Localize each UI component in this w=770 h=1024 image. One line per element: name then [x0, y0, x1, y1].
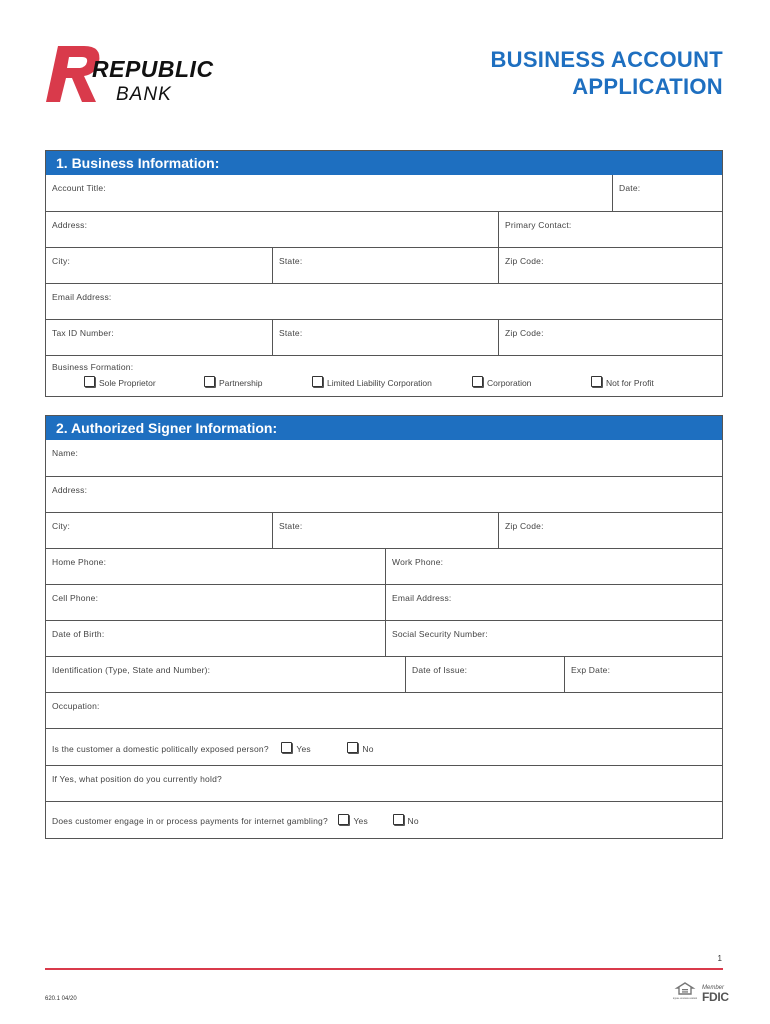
signer-state-field[interactable]: State:	[272, 513, 498, 548]
cell-phone-field[interactable]: Cell Phone:	[52, 593, 99, 603]
primary-contact-field[interactable]: Primary Contact:	[498, 212, 722, 247]
ehl-text: EQUAL HOUSING LENDER	[672, 998, 698, 1000]
date-of-issue-field[interactable]: Date of Issue:	[405, 657, 564, 692]
business-email-field[interactable]: Email Address:	[52, 292, 112, 302]
gambling-question-row	[46, 802, 722, 837]
formation-option-llc[interactable]	[312, 376, 432, 388]
ssn-field[interactable]: Social Security Number:	[385, 621, 722, 656]
tax-id-field[interactable]: Tax ID Number:	[52, 328, 114, 338]
checkbox-icon[interactable]	[312, 376, 323, 387]
pep-yes-option[interactable]	[281, 744, 310, 754]
fdic-member-text: Member	[702, 985, 725, 991]
authorized-signer-section	[45, 415, 723, 839]
business-city-field[interactable]: City:	[52, 256, 70, 266]
gambling-question-label: Does customer engage in or process payments for internet gambling?	[52, 816, 328, 826]
option-label: Corporation	[487, 378, 532, 388]
fdic-text: FDIC	[702, 990, 729, 1004]
option-label: Partnership	[219, 378, 263, 388]
checkbox-icon[interactable]	[204, 376, 215, 387]
business-formation-label: Business Formation:	[52, 362, 134, 372]
signer-email-field[interactable]: Email Address:	[385, 585, 722, 620]
option-label: Yes	[296, 744, 311, 754]
account-title-field[interactable]: Account Title:	[52, 183, 106, 193]
logo-bank-text: BANK	[116, 84, 172, 105]
checkbox-icon[interactable]	[347, 742, 358, 753]
footer-divider	[45, 968, 723, 970]
option-label: Not for Profit	[606, 378, 654, 388]
business-state-field[interactable]: State:	[272, 248, 498, 283]
section-2-header: 2. Authorized Signer Information:	[46, 416, 722, 440]
checkbox-icon[interactable]	[393, 814, 404, 825]
gambling-no-option[interactable]	[393, 816, 419, 826]
exp-date-field[interactable]: Exp Date:	[564, 657, 722, 692]
business-address-field[interactable]: Address:	[52, 220, 88, 230]
business-information-section	[45, 150, 723, 397]
title-line-2: APPLICATION	[572, 74, 723, 99]
option-label: No	[362, 744, 374, 754]
pep-no-option[interactable]	[347, 744, 373, 754]
identification-field[interactable]: Identification (Type, State and Number):	[52, 665, 211, 675]
formation-option-sole-proprietor[interactable]	[84, 376, 156, 388]
form-code: 620.1 04/20	[45, 996, 77, 1002]
checkbox-icon[interactable]	[591, 376, 602, 387]
pep-question-row	[46, 729, 722, 765]
option-label: Yes	[353, 816, 368, 826]
checkbox-icon[interactable]	[338, 814, 349, 825]
checkbox-icon[interactable]	[84, 376, 95, 387]
work-phone-field[interactable]: Work Phone:	[385, 549, 722, 584]
option-label: Sole Proprietor	[99, 378, 156, 388]
member-fdic-logo	[702, 985, 729, 1003]
checkbox-icon[interactable]	[281, 742, 292, 753]
option-label: Limited Liability Corporation	[327, 378, 432, 388]
formation-option-partnership[interactable]	[204, 376, 262, 388]
occupation-field[interactable]: Occupation:	[52, 701, 100, 711]
business-zip-field[interactable]: Zip Code:	[498, 248, 722, 283]
signer-zip-field[interactable]: Zip Code:	[498, 513, 722, 548]
current-position-field[interactable]: If Yes, what position do you currently hold?	[52, 774, 222, 784]
section-1-header: 1. Business Information:	[46, 151, 722, 175]
title-line-1: BUSINESS ACCOUNT	[490, 47, 723, 72]
equal-housing-lender-icon	[672, 982, 698, 1002]
signer-name-field[interactable]: Name:	[52, 448, 79, 458]
pep-question-label: Is the customer a domestic politically exposed person?	[52, 744, 269, 754]
republic-bank-logo	[44, 44, 214, 106]
tax-zip-field[interactable]: Zip Code:	[498, 320, 722, 355]
formation-option-corporation[interactable]	[472, 376, 531, 388]
checkbox-icon[interactable]	[472, 376, 483, 387]
document-title	[490, 46, 723, 100]
tax-state-field[interactable]: State:	[272, 320, 498, 355]
formation-option-not-for-profit[interactable]	[591, 376, 654, 388]
option-label: No	[407, 816, 419, 826]
date-field[interactable]: Date:	[612, 175, 722, 211]
gambling-yes-option[interactable]	[338, 816, 367, 826]
logo-republic-text: REPUBLIC	[92, 56, 214, 82]
signer-city-field[interactable]: City:	[52, 521, 70, 531]
home-phone-field[interactable]: Home Phone:	[52, 557, 107, 567]
date-of-birth-field[interactable]: Date of Birth:	[52, 629, 105, 639]
page-number: 1	[717, 954, 722, 963]
signer-address-field[interactable]: Address:	[52, 485, 88, 495]
